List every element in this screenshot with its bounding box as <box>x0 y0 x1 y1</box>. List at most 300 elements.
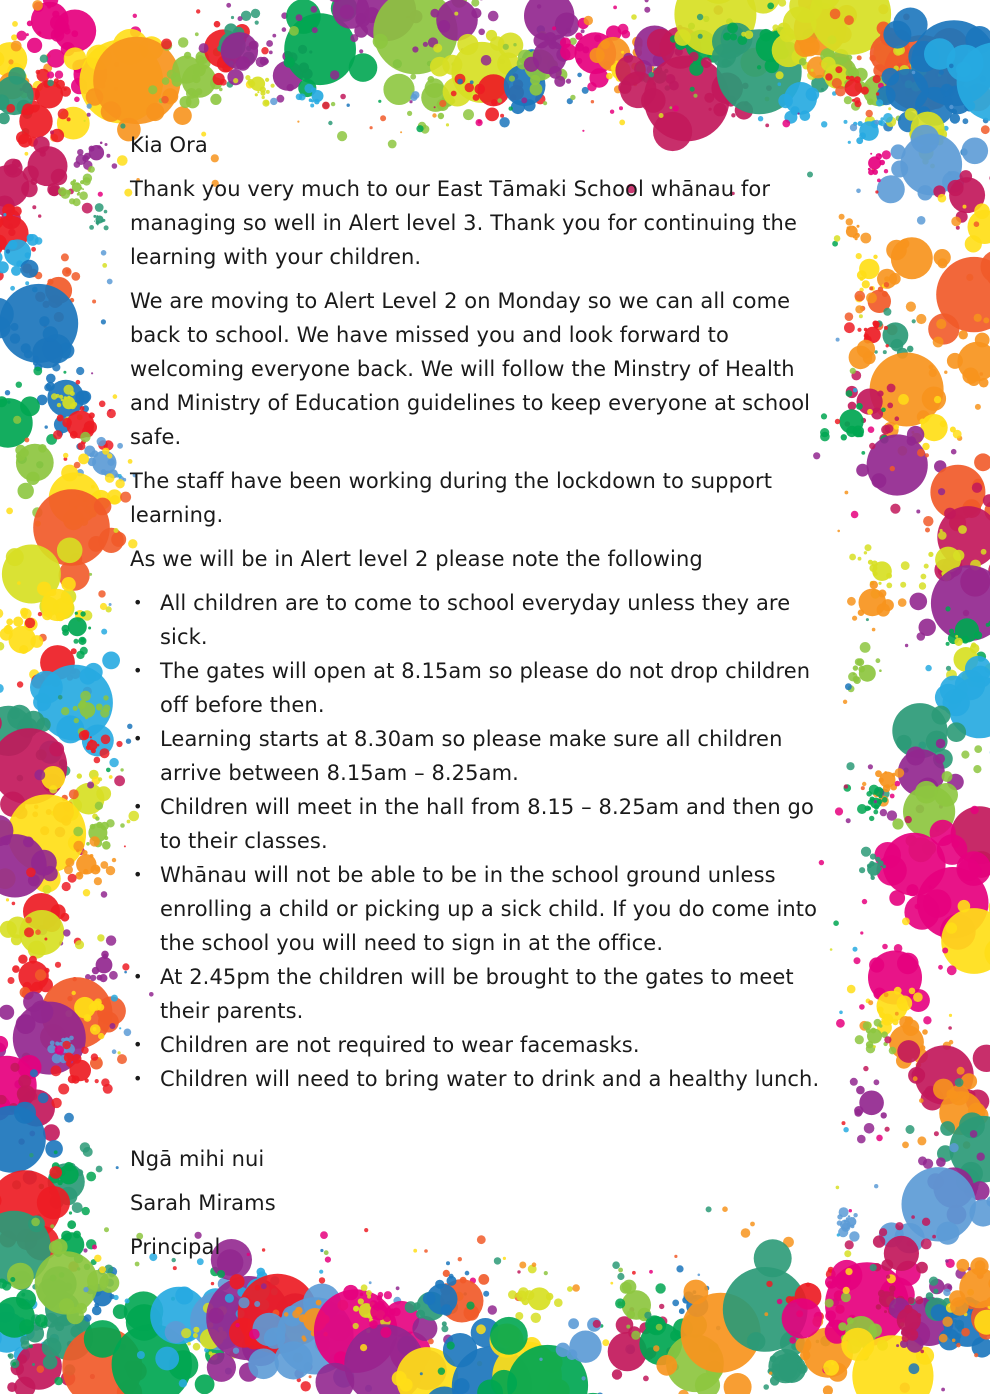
paint-splatter <box>915 1296 923 1304</box>
paint-splatter <box>25 917 32 924</box>
paint-splatter <box>118 474 122 478</box>
paint-splatter <box>892 1019 899 1026</box>
paint-splatter <box>208 1308 224 1324</box>
paint-splatter <box>888 107 891 110</box>
paint-splatter <box>91 1053 98 1060</box>
paint-splatter <box>882 150 891 159</box>
paint-splatter <box>383 74 414 105</box>
paint-splatter <box>486 30 497 41</box>
paint-splatter <box>3 213 6 216</box>
paint-splatter <box>88 166 95 173</box>
paint-splatter <box>90 854 94 858</box>
paint-splatter <box>33 136 49 152</box>
paint-splatter <box>25 152 29 156</box>
paint-splatter <box>27 21 33 27</box>
paint-splatter <box>857 804 867 814</box>
paint-splatter <box>89 225 94 230</box>
paint-splatter <box>309 98 313 102</box>
paint-splatter <box>12 902 16 906</box>
paint-splatter <box>79 191 88 200</box>
paint-splatter <box>451 91 457 97</box>
paint-splatter <box>107 279 113 285</box>
paint-splatter <box>116 1166 119 1169</box>
paint-splatter <box>741 32 746 37</box>
paint-splatter <box>949 105 953 109</box>
paint-splatter <box>433 44 442 53</box>
list-item: • Learning starts at 8.30am so please make sure all children arrive between 8.15am – 8.25am. <box>130 722 830 790</box>
paint-splatter <box>855 658 862 665</box>
paint-splatter <box>926 1292 934 1300</box>
paint-splatter <box>61 253 69 261</box>
paint-splatter <box>895 416 900 421</box>
paint-splatter <box>11 266 21 276</box>
paint-splatter <box>855 233 860 238</box>
paint-splatter <box>986 623 990 627</box>
paint-splatter <box>446 123 449 126</box>
paint-splatter <box>471 0 479 7</box>
paint-splatter <box>957 1067 965 1075</box>
paint-splatter <box>6 104 15 113</box>
paint-splatter <box>590 48 605 63</box>
paint-splatter <box>846 818 851 823</box>
paint-splatter <box>602 1339 609 1346</box>
paint-splatter <box>7 705 31 729</box>
paint-splatter <box>173 106 192 125</box>
paint-splatter <box>57 538 83 564</box>
paint-splatter <box>79 391 91 403</box>
paint-splatter <box>887 384 896 393</box>
closing: Ngā mihi nui <box>130 1147 265 1171</box>
paint-splatter <box>392 1371 407 1386</box>
paint-splatter <box>289 26 299 36</box>
paint-splatter <box>940 529 943 532</box>
signature-name: Sarah Mirams <box>130 1191 276 1215</box>
paint-splatter <box>910 593 928 611</box>
paint-splatter <box>876 92 879 95</box>
paint-splatter <box>938 488 945 495</box>
paint-splatter <box>936 319 946 329</box>
paint-splatter <box>848 672 857 681</box>
paint-splatter <box>178 37 188 47</box>
paint-splatter <box>889 1291 894 1296</box>
bullet-icon: • <box>133 1069 143 1088</box>
paint-splatter <box>854 76 861 83</box>
paint-splatter <box>260 91 265 96</box>
paint-splatter <box>868 560 873 565</box>
paint-splatter <box>845 312 854 321</box>
paint-splatter <box>70 181 75 186</box>
paint-splatter <box>886 240 907 261</box>
paint-splatter <box>347 104 350 107</box>
paint-splatter <box>101 250 107 256</box>
paint-splatter <box>568 1318 579 1329</box>
paint-splatter <box>55 1042 59 1046</box>
paint-splatter <box>974 745 982 753</box>
paint-splatter <box>111 995 118 1002</box>
paint-splatter <box>101 891 108 898</box>
paint-splatter <box>92 1245 97 1250</box>
paint-splatter <box>100 748 110 758</box>
paint-splatter <box>61 577 75 591</box>
paint-splatter <box>552 26 556 30</box>
paint-splatter <box>882 865 886 869</box>
paint-splatter <box>549 66 562 79</box>
paint-splatter <box>74 97 80 103</box>
paint-splatter <box>255 93 258 96</box>
paint-splatter <box>304 84 313 93</box>
paint-splatter <box>621 51 624 54</box>
paint-splatter <box>799 58 807 66</box>
paint-splatter <box>68 396 71 399</box>
paint-splatter <box>918 185 933 200</box>
paint-splatter <box>925 528 930 533</box>
paint-splatter <box>12 206 22 216</box>
paint-splatter <box>606 73 613 80</box>
paint-splatter <box>353 1323 359 1329</box>
paint-splatter <box>70 403 76 409</box>
paint-splatter <box>10 1277 15 1282</box>
paint-splatter <box>795 1337 811 1353</box>
paint-splatter <box>896 1344 899 1347</box>
paint-splatter <box>80 691 91 702</box>
paint-splatter <box>962 138 989 165</box>
paint-splatter <box>524 57 539 72</box>
paint-splatter <box>361 1284 368 1291</box>
paint-splatter <box>947 965 957 975</box>
paint-splatter <box>296 14 303 21</box>
paint-splatter <box>6 898 9 901</box>
paint-splatter <box>845 1268 852 1275</box>
paint-splatter <box>847 1317 854 1324</box>
paint-splatter <box>854 1109 862 1117</box>
paint-splatter <box>881 408 886 413</box>
paint-splatter <box>679 1308 685 1314</box>
paint-splatter <box>19 645 28 654</box>
paint-splatter <box>80 187 83 190</box>
paint-splatter <box>39 316 49 326</box>
paint-splatter <box>100 603 107 610</box>
paint-splatter <box>934 396 941 403</box>
paint-splatter <box>42 610 52 620</box>
paint-splatter <box>777 1299 783 1305</box>
paint-splatter <box>898 598 907 607</box>
paint-splatter <box>64 1113 74 1123</box>
paint-splatter <box>47 80 54 87</box>
paint-splatter <box>245 75 250 80</box>
paint-splatter <box>30 635 43 648</box>
paint-splatter <box>876 153 883 160</box>
paint-splatter <box>939 1334 948 1343</box>
paint-splatter <box>55 71 63 79</box>
paint-splatter <box>618 24 629 35</box>
paint-splatter <box>25 252 31 258</box>
paint-splatter <box>82 188 84 190</box>
paint-splatter <box>343 1285 358 1300</box>
paint-splatter <box>869 286 873 290</box>
paint-splatter <box>297 121 299 123</box>
paint-splatter <box>902 918 910 926</box>
spacer <box>130 1096 830 1142</box>
paint-splatter <box>508 1290 517 1299</box>
paint-splatter <box>33 367 42 376</box>
paint-splatter <box>878 867 882 871</box>
paint-splatter <box>874 1019 882 1027</box>
paint-splatter <box>471 8 481 18</box>
paint-splatter <box>974 221 980 227</box>
paint-splatter <box>944 371 947 374</box>
paint-splatter <box>878 582 881 585</box>
paint-splatter <box>412 46 418 52</box>
paint-splatter <box>825 1276 838 1289</box>
paint-splatter <box>656 1355 677 1376</box>
paint-splatter <box>86 842 90 846</box>
paint-splatter <box>86 1172 96 1182</box>
signoff <box>130 1142 830 1264</box>
paint-splatter <box>916 510 920 514</box>
paint-splatter <box>877 603 890 616</box>
paint-splatter <box>915 904 920 909</box>
paint-splatter <box>226 3 231 8</box>
paint-splatter <box>97 437 106 446</box>
paint-splatter <box>485 108 499 122</box>
paint-splatter <box>114 1295 119 1300</box>
paint-splatter <box>83 889 90 896</box>
paint-splatter <box>43 326 58 341</box>
paint-splatter <box>396 1286 400 1290</box>
paint-splatter <box>955 670 985 700</box>
paint-splatter <box>895 768 905 778</box>
paint-splatter <box>909 1363 920 1374</box>
paint-splatter <box>851 511 859 519</box>
paint-splatter <box>907 346 914 353</box>
paint-splatter <box>874 804 879 809</box>
paint-splatter <box>870 581 878 589</box>
paint-splatter <box>884 282 889 287</box>
paint-splatter <box>549 41 557 49</box>
bullet-icon: • <box>133 797 143 816</box>
paint-splatter <box>869 564 877 572</box>
paint-splatter <box>572 1284 580 1292</box>
paint-splatter <box>659 113 664 118</box>
paint-splatter <box>943 1289 950 1296</box>
paint-splatter <box>615 1298 625 1308</box>
paint-splatter <box>359 49 363 53</box>
paint-splatter <box>249 41 258 50</box>
paint-splatter <box>881 425 890 434</box>
paint-splatter <box>539 1358 542 1361</box>
paint-splatter <box>869 957 884 972</box>
paint-splatter <box>71 648 77 654</box>
paint-splatter <box>77 149 83 155</box>
paint-splatter <box>644 1312 651 1319</box>
paint-splatter <box>64 88 67 91</box>
paint-splatter <box>55 962 61 968</box>
paint-splatter <box>447 1342 455 1350</box>
paint-splatter <box>917 1313 922 1318</box>
paint-splatter <box>184 52 191 59</box>
paint-splatter <box>934 783 958 807</box>
paint-splatter <box>118 1051 121 1054</box>
paint-splatter <box>884 326 888 330</box>
paint-splatter <box>924 564 929 569</box>
paint-splatter <box>10 1063 19 1072</box>
paint-splatter <box>84 1014 92 1022</box>
paint-splatter <box>81 730 89 738</box>
paint-splatter <box>340 5 354 19</box>
paint-splatter <box>466 1302 474 1310</box>
paint-splatter <box>894 987 902 995</box>
paint-splatter <box>500 114 504 118</box>
paint-splatter <box>921 574 927 580</box>
paint-splatter <box>868 426 875 433</box>
paint-splatter <box>78 454 89 465</box>
paint-splatter <box>890 504 900 514</box>
paint-splatter <box>68 874 77 883</box>
paint-splatter <box>856 1086 865 1095</box>
paint-splatter <box>897 996 913 1012</box>
paint-splatter <box>649 72 655 78</box>
paint-splatter <box>543 101 547 105</box>
paint-splatter <box>641 88 666 113</box>
paint-splatter <box>893 8 928 43</box>
paint-splatter <box>438 1368 445 1375</box>
paint-splatter <box>934 249 951 266</box>
paint-splatter <box>378 1292 384 1298</box>
paint-splatter <box>225 1294 234 1303</box>
paint-splatter <box>93 1027 97 1031</box>
paint-splatter <box>861 87 869 95</box>
paint-splatter <box>917 1136 926 1145</box>
paint-splatter <box>0 642 4 651</box>
paint-splatter <box>627 1310 636 1319</box>
paint-splatter <box>848 402 857 411</box>
paint-splatter <box>855 291 866 302</box>
paint-splatter <box>973 1045 990 1072</box>
paint-splatter <box>889 890 905 906</box>
paint-splatter <box>428 1339 434 1345</box>
paint-splatter <box>104 225 109 230</box>
paint-splatter <box>248 1349 279 1380</box>
paint-splatter <box>38 31 41 34</box>
paint-splatter <box>96 786 111 801</box>
paint-splatter <box>52 363 60 371</box>
paint-splatter <box>974 453 990 471</box>
paint-splatter <box>67 1220 76 1229</box>
paint-splatter <box>974 1353 978 1357</box>
paint-splatter <box>883 308 891 316</box>
paint-splatter <box>119 1027 121 1029</box>
paint-splatter <box>886 344 889 347</box>
paint-splatter <box>72 1076 80 1084</box>
paint-splatter <box>921 414 948 441</box>
paint-splatter <box>922 443 929 450</box>
paint-splatter <box>29 1344 33 1348</box>
paint-splatter <box>940 421 947 428</box>
paint-splatter <box>75 612 78 615</box>
paint-splatter <box>25 618 35 628</box>
paint-splatter <box>478 1274 489 1285</box>
paint-splatter <box>862 899 867 904</box>
paint-splatter <box>155 1347 179 1371</box>
paint-splatter <box>871 876 875 880</box>
paint-splatter <box>876 99 883 106</box>
paragraph-staff: The staff have been working during the lockdown to support learning. <box>130 469 773 527</box>
paint-splatter <box>101 319 106 324</box>
paint-splatter <box>271 84 275 88</box>
bullet-icon: • <box>133 1035 143 1054</box>
paint-splatter <box>844 784 848 788</box>
paint-splatter <box>873 571 878 576</box>
paint-splatter <box>847 597 856 606</box>
paint-splatter <box>109 971 118 980</box>
paint-splatter <box>947 722 967 742</box>
paint-splatter <box>303 1338 307 1342</box>
paint-splatter <box>770 1356 777 1363</box>
paint-splatter <box>916 1262 928 1274</box>
paint-splatter <box>146 103 164 121</box>
paint-splatter <box>644 7 650 13</box>
paint-splatter <box>509 76 515 82</box>
paint-splatter <box>114 528 119 533</box>
paint-splatter <box>373 34 388 49</box>
paint-splatter <box>876 1304 882 1310</box>
paint-splatter <box>80 647 88 655</box>
paint-splatter <box>111 532 126 547</box>
paint-splatter <box>470 80 474 84</box>
paint-splatter <box>873 75 881 83</box>
paint-splatter <box>102 263 107 268</box>
paint-splatter <box>776 71 784 79</box>
paint-splatter <box>587 82 596 91</box>
paint-splatter <box>907 1329 919 1341</box>
paint-splatter <box>6 548 24 566</box>
paint-splatter <box>853 665 858 670</box>
paint-splatter <box>956 1259 969 1272</box>
paint-splatter <box>13 617 23 627</box>
paint-splatter <box>90 739 93 742</box>
paint-splatter <box>948 1026 952 1030</box>
paint-splatter <box>915 781 938 804</box>
paint-splatter <box>124 845 126 847</box>
paint-splatter <box>821 57 836 72</box>
paint-splatter <box>882 797 888 803</box>
paint-splatter <box>61 189 71 199</box>
paint-splatter <box>521 97 527 103</box>
paint-splatter <box>26 33 29 36</box>
paint-splatter <box>709 108 712 111</box>
paint-splatter <box>904 1305 912 1313</box>
paint-splatter <box>101 951 109 959</box>
paint-splatter <box>310 104 314 108</box>
paint-splatter <box>884 992 889 997</box>
paint-splatter <box>109 775 113 779</box>
paint-splatter <box>72 991 76 995</box>
paint-splatter <box>392 1308 401 1317</box>
list-item: • Children will need to bring water to drink and a healthy lunch. <box>130 1062 830 1096</box>
paint-splatter <box>889 1047 897 1055</box>
paint-splatter <box>954 638 962 646</box>
paint-splatter <box>20 396 40 416</box>
paint-splatter <box>879 120 885 126</box>
paint-splatter <box>877 799 882 804</box>
paint-splatter <box>919 1098 924 1103</box>
paint-splatter <box>90 824 96 830</box>
paint-splatter <box>77 773 82 778</box>
paint-splatter <box>747 1332 766 1351</box>
paint-splatter <box>8 977 15 984</box>
paint-splatter <box>843 1127 848 1132</box>
paint-splatter <box>853 947 858 952</box>
